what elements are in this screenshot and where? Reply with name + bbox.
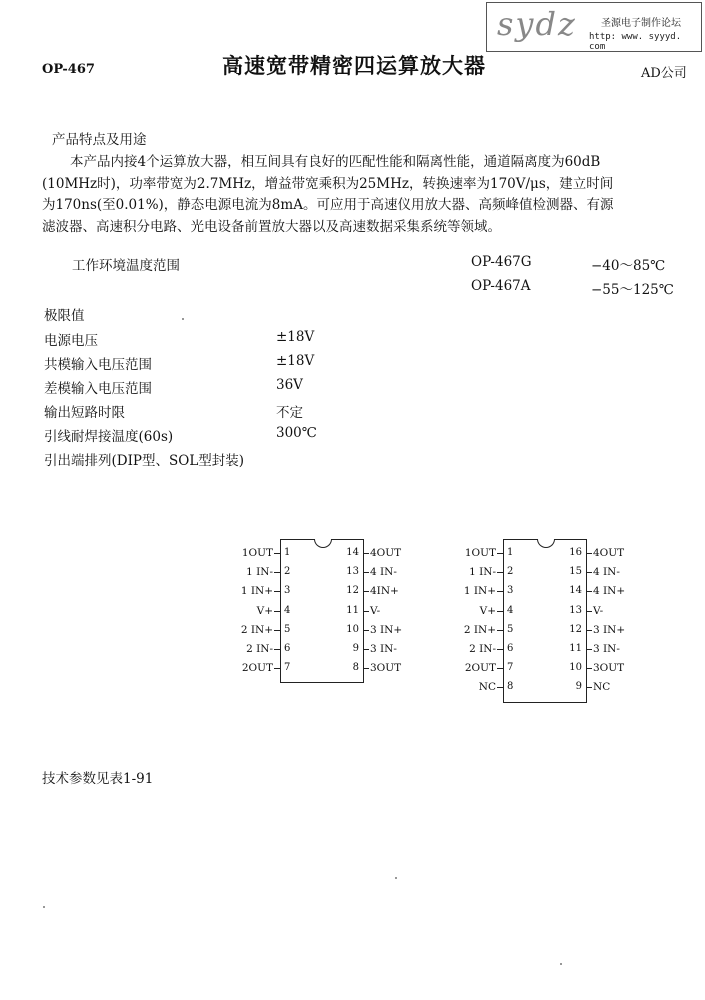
limit-label: 共模输入电压范围 (44, 357, 152, 373)
paragraph-line: 滤波器、高速积分电路、光电设备前置放大器以及高速数据采集系统等领域。 (42, 218, 501, 235)
pin-lead (586, 687, 592, 688)
pin-lead (363, 611, 369, 612)
pin-number: 4 (284, 604, 291, 616)
pin-number: 7 (507, 662, 514, 674)
pin-number: 7 (284, 662, 291, 674)
pin-label: 3 IN- (370, 643, 397, 655)
pin-label: 2 IN+ (463, 623, 496, 636)
pin-lead (363, 553, 369, 554)
pin-label: 4OUT (593, 547, 625, 559)
pin-number: 11 (346, 604, 359, 616)
pinout-heading: 引出端排列(DIP型、SOL型封装) (44, 453, 245, 469)
pin-label: 3 IN- (593, 643, 620, 655)
paragraph-line: (10MHz时)，功率带宽为2.7MHz，增益带宽乘积为25MHz，转换速率为170V/μs，建立时间 (42, 175, 614, 192)
watermark-logo: sydz (497, 5, 577, 43)
pin-label: V- (370, 604, 381, 617)
pin-lead (363, 668, 369, 669)
pin-label: V- (593, 604, 604, 617)
pin-number: 8 (507, 681, 514, 693)
pin-label: 4OUT (370, 547, 402, 559)
pin-lead (274, 668, 280, 669)
features-paragraph (42, 152, 682, 238)
pin-label: 1OUT (464, 547, 496, 559)
pin-lead (586, 553, 592, 554)
sol-chip-body (503, 539, 587, 703)
pin-label: 2 IN+ (240, 623, 273, 636)
pin-label: 1 IN+ (463, 585, 496, 598)
limit-value: 不定 (276, 405, 303, 421)
pin-number: 3 (284, 585, 291, 597)
watermark-box (486, 2, 702, 52)
pin-label: 3 IN+ (370, 623, 403, 636)
pin-number: 11 (569, 643, 582, 654)
pin-number: 5 (507, 623, 514, 635)
temp-range-value: −40～85℃ (591, 258, 666, 274)
limit-label: 引线耐焊接温度(60s) (44, 429, 174, 445)
pin-label: 1 IN+ (240, 585, 273, 598)
page-title: 高速宽带精密四运算放大器 (222, 53, 486, 78)
pin-label: 1 IN- (246, 566, 273, 579)
part-number: OP-467 (42, 62, 95, 77)
pin-number: 6 (507, 643, 514, 654)
temp-range-label: 工作环境温度范围 (72, 258, 180, 274)
pin1-notch (537, 539, 555, 548)
pin-label: V+ (479, 604, 496, 617)
pin-number: 2 (507, 566, 514, 578)
pin-lead (363, 591, 369, 592)
pin-number: 13 (569, 604, 582, 616)
watermark-url: http: www. syyyd. com (589, 32, 682, 52)
pin-number: 9 (352, 643, 359, 654)
pin-lead (274, 649, 280, 650)
pin-number: 9 (575, 681, 582, 693)
scan-speck (395, 877, 397, 879)
pin-number: 10 (569, 662, 582, 674)
pin-label: 4 IN- (370, 566, 397, 579)
limit-value: 36V (276, 377, 303, 393)
temp-range-value: −55～125℃ (591, 282, 674, 298)
pin-number: 14 (346, 547, 359, 558)
paragraph-line: 本产品内接4个运算放大器，相互间具有良好的匹配性能和隔离性能，通道隔离度为60dB (70, 154, 601, 170)
pin-label: 2 IN- (246, 643, 273, 655)
limits-heading: 极限值 (44, 308, 85, 324)
pin-number: 10 (346, 623, 359, 635)
temp-model: OP-467A (471, 278, 531, 294)
pin-number: 14 (569, 585, 582, 597)
pin-number: 3 (507, 585, 514, 597)
pin-lead (274, 611, 280, 612)
pin-number: 15 (569, 566, 582, 578)
pin-number: 8 (352, 662, 359, 674)
pin-number: 12 (346, 585, 359, 597)
pin-lead (586, 611, 592, 612)
scan-speck (43, 906, 45, 908)
temp-model: OP-467G (471, 254, 532, 270)
pin-number: 16 (569, 547, 582, 558)
pin-lead (363, 630, 369, 631)
pin-number: 5 (284, 623, 291, 635)
pin-lead (497, 668, 503, 669)
pin-number: 13 (346, 566, 359, 578)
pin-lead (586, 668, 592, 669)
pin-number: 1 (284, 547, 291, 558)
pin-label: NC (593, 681, 611, 694)
paragraph-line: 为170ns(至0.01%)，静态电源电流为8mA。可应用于高速仪用放大器、高频峰值检测器、有源 (42, 197, 614, 213)
limit-value: ±18V (276, 353, 315, 369)
pin-number: 2 (284, 566, 291, 578)
limit-label: 输出短路时限 (44, 405, 125, 421)
pin-label: NC (478, 681, 496, 694)
pin-number: 4 (507, 604, 514, 616)
pin1-notch (314, 539, 332, 548)
pin-lead (497, 649, 503, 650)
pin-lead (274, 630, 280, 631)
pin-lead (497, 591, 503, 592)
limit-label: 电源电压 (44, 333, 98, 349)
watermark-site-name: 圣源电子制作论坛 (601, 18, 681, 29)
pin-label: 3OUT (370, 662, 402, 675)
pin-lead (586, 591, 592, 592)
pin-label: 2 IN- (469, 643, 496, 655)
footnote: 技术参数见表1-91 (42, 771, 154, 787)
features-heading: 产品特点及用途 (52, 132, 147, 148)
pin-label: 3 IN+ (593, 623, 626, 636)
pin-label: 1OUT (241, 547, 273, 559)
pin-lead (497, 611, 503, 612)
pin-number: 1 (507, 547, 514, 558)
pin-lead (497, 572, 503, 573)
pin-lead (274, 553, 280, 554)
pin-label: 1 IN- (469, 566, 496, 579)
pin-lead (497, 687, 503, 688)
pin-number: 6 (284, 643, 291, 654)
pin-label: 4IN+ (370, 585, 399, 598)
pin-lead (274, 572, 280, 573)
pin-lead (497, 630, 503, 631)
pin-lead (497, 553, 503, 554)
pin-lead (274, 591, 280, 592)
pin-label: 4 IN+ (593, 585, 626, 598)
pin-label: 4 IN- (593, 566, 620, 579)
pin-lead (363, 572, 369, 573)
manufacturer: AD公司 (641, 66, 687, 81)
pin-label: 2OUT (241, 662, 273, 675)
pin-lead (586, 649, 592, 650)
scan-speck (560, 963, 562, 965)
pin-lead (586, 630, 592, 631)
limit-label: 差模输入电压范围 (44, 381, 152, 397)
limit-value: ±18V (276, 329, 315, 345)
pin-label: 3OUT (593, 662, 625, 675)
scan-speck (182, 318, 184, 320)
pin-label: V+ (256, 604, 273, 617)
pin-number: 12 (569, 623, 582, 635)
pin-label: 2OUT (464, 662, 496, 675)
pin-lead (586, 572, 592, 573)
pin-lead (363, 649, 369, 650)
limit-value: 300℃ (276, 425, 317, 441)
